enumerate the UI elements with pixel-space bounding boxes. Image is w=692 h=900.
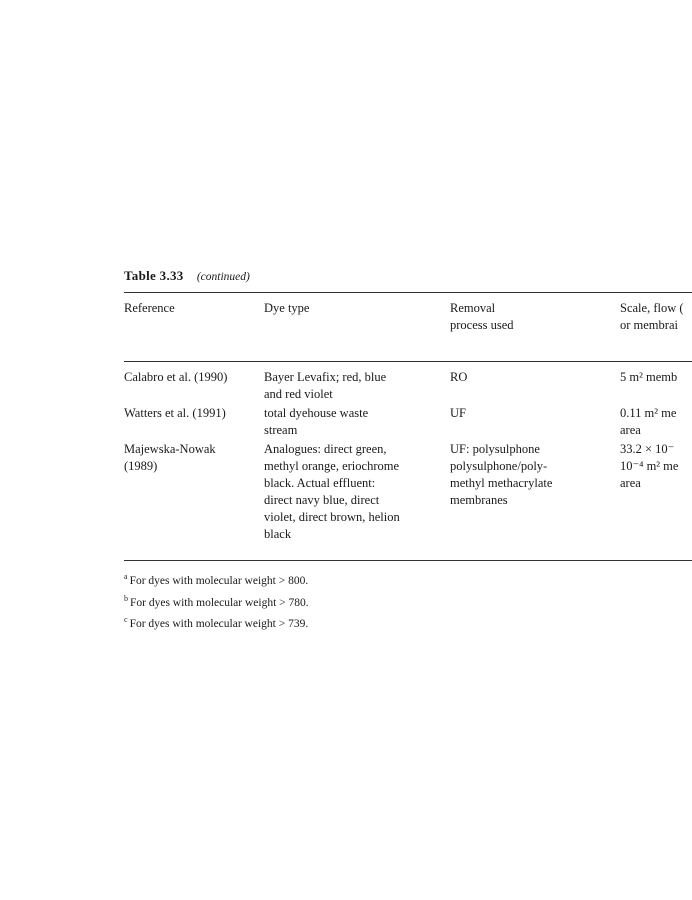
footnote-mark: b bbox=[124, 594, 128, 603]
row-2-reference: Majewska-Nowak (1989) bbox=[124, 442, 216, 473]
header-removal-process: Removal process used bbox=[450, 301, 514, 332]
table-bottom-rule bbox=[124, 560, 692, 561]
footnote-c bbox=[124, 615, 308, 630]
table-top-rule bbox=[124, 292, 692, 293]
header-dye-type: Dye type bbox=[264, 301, 310, 315]
table-continued-note: (continued) bbox=[196, 271, 250, 283]
table-caption bbox=[124, 268, 250, 284]
footnote-a bbox=[124, 572, 308, 587]
footnote-mark: c bbox=[124, 615, 128, 624]
row-2-removal-process: UF: polysulphone polysulphone/poly- methyl methacrylate membranes bbox=[450, 442, 553, 507]
footnote-mark: a bbox=[124, 572, 128, 581]
row-0-reference: Calabro et al. (1990) bbox=[124, 370, 228, 384]
row-0-scale: 5 m² memb bbox=[620, 370, 678, 384]
header-reference: Reference bbox=[124, 301, 175, 315]
row-1-dye-type: total dyehouse waste stream bbox=[264, 406, 369, 437]
row-0-dye-type: Bayer Levafix; red, blue and red violet bbox=[264, 370, 387, 401]
footnote-text: For dyes with molecular weight > 739. bbox=[129, 617, 309, 630]
table-number: Table 3.33 bbox=[124, 268, 184, 283]
row-1-scale: 0.11 m² me area bbox=[620, 406, 677, 437]
table-header-rule bbox=[124, 361, 692, 362]
footnote-text: For dyes with molecular weight > 800. bbox=[129, 574, 309, 587]
row-2-dye-type: Analogues: direct green, methyl orange, eriochrome black. Actual effluent: direct navy blue, direct violet, direct brown, helion black bbox=[264, 442, 400, 541]
row-0-removal-process: RO bbox=[450, 370, 468, 384]
footnote-b bbox=[124, 594, 309, 609]
row-2-scale: 33.2 × 10⁻ 10⁻⁴ m² me area bbox=[620, 442, 679, 490]
footnote-text: For dyes with molecular weight > 780. bbox=[130, 596, 309, 609]
header-scale-flow: Scale, flow ( or membrai bbox=[620, 301, 684, 332]
row-1-reference: Watters et al. (1991) bbox=[124, 406, 226, 420]
row-1-removal-process: UF bbox=[450, 406, 466, 420]
